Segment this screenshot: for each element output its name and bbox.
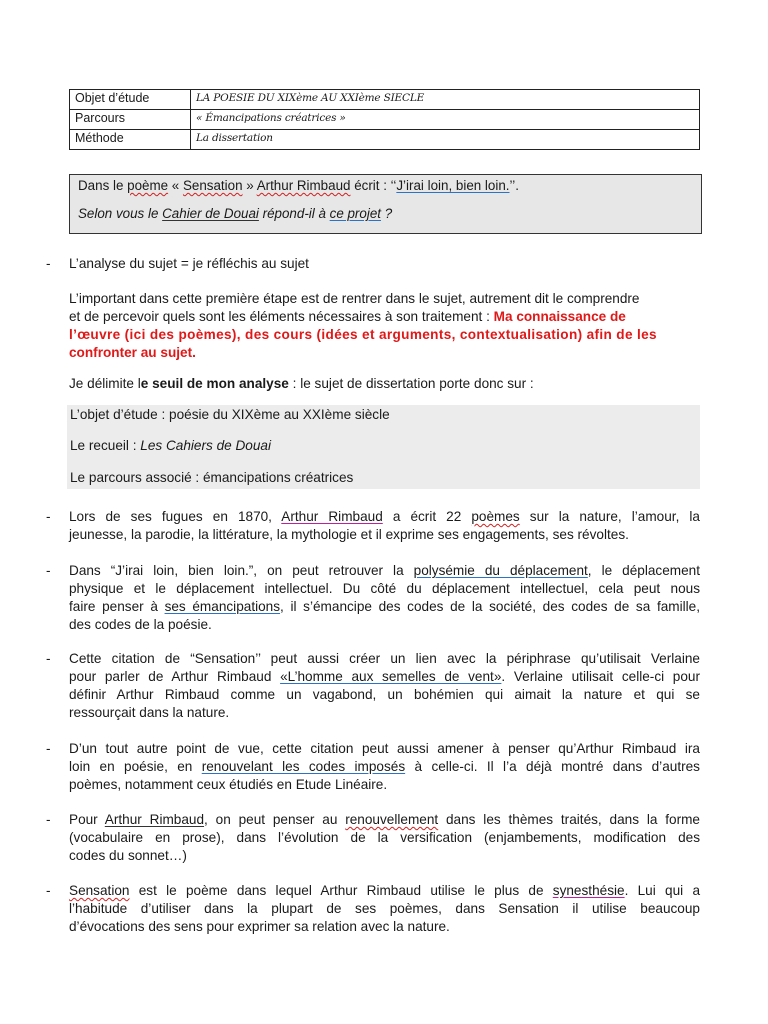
question-line	[78, 205, 392, 223]
text-span: des codes de la poésie.	[69, 617, 212, 632]
text-span: ’’.	[509, 178, 519, 193]
bullet-dash: -	[46, 651, 51, 666]
text-span: Sensation	[182, 178, 243, 193]
bullet-paragraph-line	[69, 686, 700, 704]
study-info-table	[69, 89, 700, 150]
text-span: «	[168, 178, 183, 193]
text-span: l’habitude d’utiliser dans la plupart de ses poèmes, dans Sensation il utilise beaucoup	[69, 901, 700, 916]
text-span: Lors de ses fugues en 1870,	[69, 509, 282, 524]
text-span: loin en poésie, en	[69, 759, 202, 774]
bullet-paragraph-line	[69, 758, 700, 776]
bullet-paragraph-line	[69, 847, 700, 865]
text-span: Dans le	[78, 178, 128, 193]
table-row	[70, 110, 700, 130]
text-span: Sensation	[69, 883, 130, 898]
text-span: Selon vous le	[78, 206, 163, 221]
text-span: polysémie du déplacement	[413, 563, 588, 578]
text-span: . Lui qui a	[624, 883, 700, 898]
text-span: est le poème dans lequel Arthur Rimbaud utilise le plus de	[129, 883, 553, 898]
text-span: poèmes, notamment ceux étudiés en Etude Linéaire.	[69, 777, 388, 792]
bullet-paragraph-line	[69, 811, 700, 829]
bullet-paragraph-line	[69, 562, 700, 580]
text-span: (vocabulaire en prose), dans l’évolution de la versification (enjambements, modification des	[69, 830, 700, 845]
text-span: physique et le déplacement intellectuel. Du côté du déplacement intellectuel, cela peut nous	[69, 581, 700, 596]
bullet-paragraph-line	[69, 616, 700, 634]
text-span: synesthésie	[552, 883, 625, 898]
bullet-paragraph-line	[69, 882, 700, 900]
text-span: ?	[380, 206, 393, 221]
bullet-dash: -	[46, 509, 51, 524]
paragraph-line: l’œuvre (ici des poèmes), des cours (idées et arguments, contextualisation) afin de les	[69, 327, 657, 342]
section-heading: L’analyse du sujet = je réfléchis au sujet	[69, 256, 309, 271]
text-span: . Verlaine utilisait celle-ci pour	[501, 669, 701, 684]
text-span: J’irai loin, bien loin.	[396, 178, 510, 193]
text-span: e seuil de mon analyse	[140, 376, 289, 391]
bullet-paragraph-line	[69, 776, 700, 794]
bullet-dash: -	[46, 883, 51, 898]
row-value: La dissertation	[191, 130, 700, 150]
table-row	[70, 90, 700, 110]
row-value: LA POESIE DU XIXème AU XXIème SIECLE	[191, 90, 700, 110]
text-span: , le déplacement	[587, 563, 700, 578]
text-span: Pour	[69, 812, 105, 827]
bullet-paragraph-line	[69, 668, 700, 686]
row-key: Parcours	[70, 110, 191, 130]
text-span: sur la nature, l’amour, la	[519, 509, 700, 524]
text-span: »	[242, 178, 257, 193]
text-span: Ma connaissance de	[493, 309, 626, 324]
table-row	[70, 130, 700, 150]
text-span: ses émancipations	[164, 599, 281, 614]
bullet-paragraph-line	[69, 650, 700, 668]
text-span: définir Arthur Rimbaud comme un vagabond, un bohémien qui aimait la nature et qui se	[69, 687, 700, 702]
text-span: «L’homme aux semelles de vent»	[280, 669, 502, 684]
subject-quote-box	[69, 174, 702, 234]
text-span: D’un tout autre point de vue, cette citation peut aussi amener à penser qu’Arthur Rimbaud ira	[69, 741, 700, 756]
text-span: ce projet	[329, 206, 381, 221]
scope-line	[70, 437, 271, 455]
text-span: et de percevoir quels sont les éléments nécessaires à son traitement :	[69, 309, 494, 324]
bullet-paragraph-line	[69, 704, 700, 722]
text-span: poèmes	[471, 509, 520, 524]
text-span: Cette citation de “Sensation’’ peut aussi créer un lien avec la périphrase qu’utilisait Verlaine	[69, 651, 700, 666]
bullet-paragraph-line	[69, 900, 700, 918]
text-span: poème	[127, 178, 169, 193]
bullet-dash: -	[46, 741, 51, 756]
text-span: ressourçait dans la nature.	[69, 705, 230, 720]
analysis-scope-box	[67, 405, 700, 489]
text-span: Cahier de Douai	[162, 206, 259, 221]
bullet-paragraph-line	[69, 526, 700, 544]
row-key: Méthode	[70, 130, 191, 150]
bullet-dash: -	[46, 256, 51, 271]
text-span: Je délimite l	[69, 376, 141, 391]
text-span: dans les thèmes traités, dans la forme	[438, 812, 700, 827]
paragraph-line: confronter au sujet.	[69, 345, 196, 360]
text-span: renouvelant les codes imposés	[201, 759, 406, 774]
text-span: à celle-ci. Il l’a déjà montré dans d’autres	[405, 759, 700, 774]
paragraph-line: L’important dans cette première étape est de rentrer dans le sujet, autrement dit le comprendre	[69, 291, 640, 306]
text-span: pour parler de Arthur Rimbaud	[69, 669, 281, 684]
paragraph-line	[69, 375, 700, 393]
scope-line: L’objet d’étude : poésie du XIXème au XXIème siècle	[70, 407, 390, 422]
text-span: Arthur Rimbaud	[281, 509, 383, 524]
bullet-paragraph-line	[69, 918, 700, 936]
bullet-paragraph-line	[69, 580, 700, 598]
text-span: Arthur Rimbaud	[256, 178, 351, 193]
text-span: d’évocations des sens pour exprimer sa relation avec la nature.	[69, 919, 450, 934]
bullet-paragraph-line	[69, 740, 700, 758]
text-span: Dans “J’irai loin, bien loin.”, on peut retrouver la	[69, 563, 414, 578]
text-span: , on peut penser au	[204, 812, 346, 827]
text-span: , il s’émancipe des codes de la société, des codes de sa famille,	[280, 599, 701, 614]
text-span: Les Cahiers de Douai	[140, 438, 272, 453]
row-value: « Émancipations créatrices »	[191, 110, 700, 130]
text-span: écrit : ‘‘	[350, 178, 397, 193]
text-span: codes du sonnet…)	[69, 848, 187, 863]
bullet-paragraph-line	[69, 508, 700, 526]
bullet-dash: -	[46, 563, 51, 578]
scope-line: Le parcours associé : émancipations créatrices	[70, 470, 354, 485]
text-span: jeunesse, la parodie, la littérature, la mythologie et il exprime ses engagements, ses révoltes.	[69, 527, 629, 542]
bullet-paragraph-line	[69, 598, 700, 616]
bullet-paragraph-line	[69, 829, 700, 847]
text-span: faire penser à	[69, 599, 165, 614]
text-span: répond-il à	[258, 206, 330, 221]
text-span: a écrit 22	[382, 509, 472, 524]
text-span: renouvellement	[345, 812, 439, 827]
bullet-dash: -	[46, 812, 51, 827]
text-span: : le sujet de dissertation porte donc sur :	[288, 376, 534, 391]
text-span: Le recueil :	[70, 438, 141, 453]
text-span: Arthur Rimbaud	[104, 812, 205, 827]
paragraph-line	[69, 308, 700, 326]
row-key: Objet d’étude	[70, 90, 191, 110]
subject-line	[78, 177, 519, 195]
